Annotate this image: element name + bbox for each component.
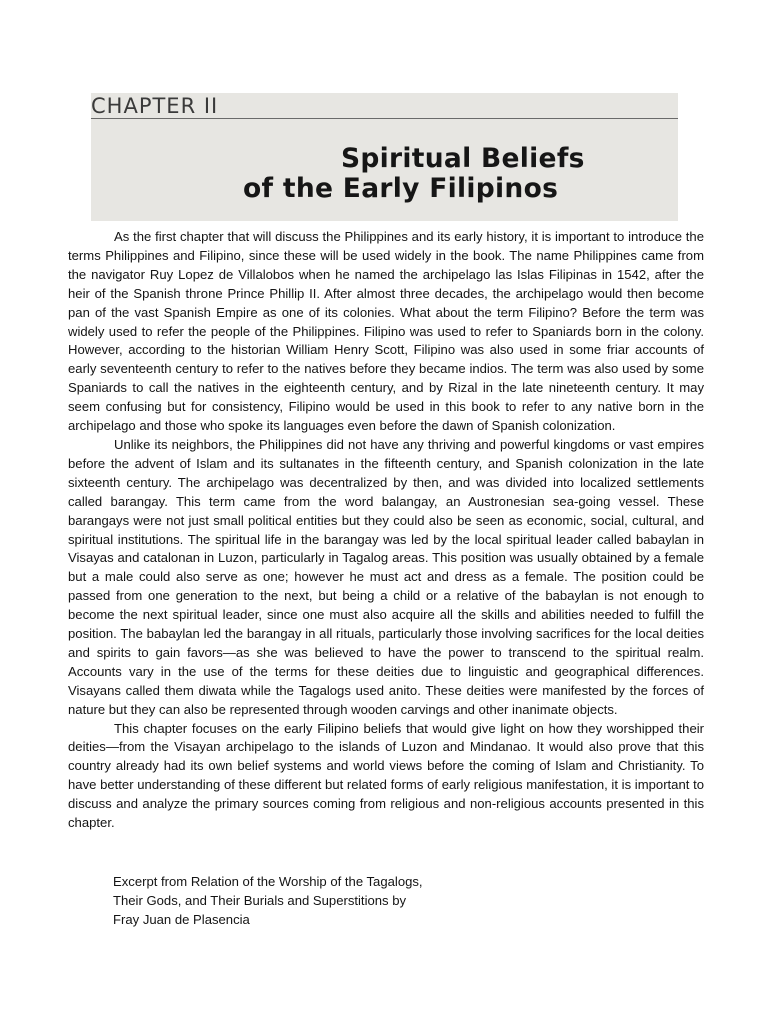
body-text bbox=[68, 228, 704, 833]
excerpt-heading bbox=[113, 873, 613, 930]
chapter-label: CHAPTER II bbox=[91, 94, 219, 118]
paragraph-1: As the first chapter that will discuss the Philippines and its early history, it is important to introduce the terms Philippines and Filipino, since these will be used widely in the book. The name Philippines came from the navigator Ruy Lopez de Villalobos when he named the archipelago las Islas Filipinas in 1542, after the heir of the Spanish throne Prince Phillip II. After almost three decades, the archipelago would then become pan of the vast Spanish Empire as one of its colonies. What about the term Filipino? Before the term was widely used to refer the people of the Philippines. Filipino was used to refer to Spaniards born in the colony. However, according to the historian William Henry Scott, Filipino was also used in some friar accounts of early seventeenth century to refer to the natives before they became indios. The term was also used by some Spaniards to call the natives in the eighteenth century, and by Rizal in the late nineteenth century. It may seem confusing but for consistency, Filipino would be used in this book to refer to any native born in the archipelago and those who spoke its languages even before the dawn of Spanish colonization. bbox=[68, 229, 704, 434]
chapter-title-line-2: of the Early Filipinos bbox=[243, 173, 559, 204]
chapter-banner bbox=[91, 93, 678, 221]
excerpt-line-2: Their Gods, and Their Burials and Superstitions by bbox=[113, 892, 407, 908]
excerpt-line-1: Excerpt from Relation of the Worship of the Tagalogs, bbox=[113, 874, 423, 889]
chapter-title-line-1: Spiritual Beliefs bbox=[341, 143, 585, 174]
excerpt-line-3: Fray Juan de Plasencia bbox=[113, 911, 250, 927]
paragraph-2: Unlike its neighbors, the Philippines did not have any thriving and powerful kingdoms or vast empires before the advent of Islam and its sultanates in the fifteenth century, and Spanish colonization in the late sixteenth century. The archipelago was decentralized by then, and was divided into localized settlements called barangay. This term came from the word balangay, an Austronesian sea-going vessel. These barangays were not just small political entities but they could also be seen as economic, social, cultural, and spiritual institutions. The spiritual life in the barangay was led by the local spiritual leader called babaylan in Visayas and catalonan in Luzon, particularly in Tagalog areas. This position was usually obtained by a female but a male could also serve as one; however he must act and dress as a female. The position could be passed from one generation to the next, but being a child or a relative of the babaylan is not enough to become the next spiritual leader, since one must also acquire all the skills and abilities needed to fulfill the position. The babaylan led the barangay in all rituals, particularly those involving sacrifices for the local deities and spirits to gain favors—as she was believed to have the power to transcend to the spiritual realm. Accounts vary in the use of the terms for these deities due to linguistic and geographical differences. Visayans called them diwata while the Tagalogs used anito. These deities were manifested by the forces of nature but they can also be represented through wooden carvings and other inanimate objects. bbox=[68, 436, 704, 717]
banner-rule bbox=[91, 118, 678, 119]
paragraph-3: This chapter focuses on the early Filipino beliefs that would give light on how they worshipped their deities—from the Visayan archipelago to the islands of Luzon and Mindanao. It would also prove that this country already had its own belief systems and world views before the coming of Islam and Christianity. To have better understanding of these different but related forms of early religious manifestation, it is important to discuss and analyze the primary sources coming from religious and non-religious accounts presented in this chapter. bbox=[68, 720, 704, 831]
chapter-title bbox=[243, 144, 663, 204]
